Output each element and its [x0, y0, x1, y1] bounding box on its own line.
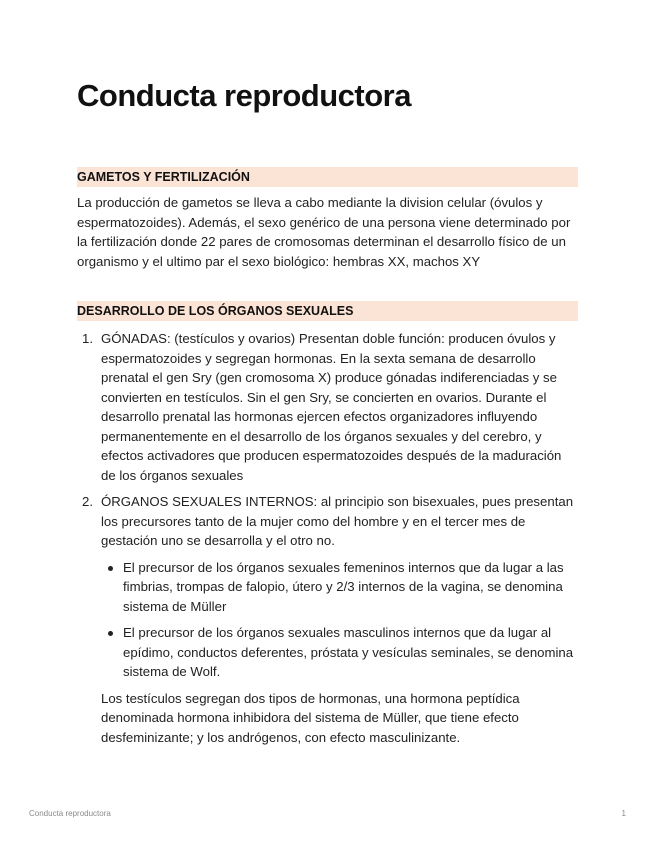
section-paragraph-gametos: La producción de gametos se lleva a cabo mediante la division celular (óvulos y espermatozoides). Además, el sexo genérico de una persona viene determinado por la fertilización donde 22 pares de cromosomas determinan el desarrollo físico de un organismo y el ultimo par el sexo biológico: hembras XX, machos XY: [77, 195, 571, 269]
list-item-text: GÓNADAS: (testículos y ovarios) Presentan doble función: producen óvulos y espermatozoides y segregan hormonas. En la sexta semana de desarrollo prenatal el gen Sry (gen cromosoma X) produce gónadas indiferenciadas y se convierten en testículos. Sin el gen Sry, se concierten en ovarios. Durante el desarrollo prenatal las hormonas ejercen efectos organizadores influyendo permanentemente en el desarrollo de los órganos sexuales y del cerebro, y efectos activadores que producen espermatozoides después de la maduración de los órganos sexuales: [101, 331, 562, 483]
bullet-item-muller: [101, 558, 578, 617]
section-heading-gametos: GAMETOS Y FERTILIZACIÓN: [77, 167, 578, 187]
bullet-list: [101, 558, 578, 682]
list-item-organos-internos: [77, 492, 578, 747]
bullet-item-wolf: [101, 623, 578, 682]
list-number: 2.: [82, 494, 93, 509]
list-item-gonadas: [77, 329, 578, 485]
page-title: Conducta reproductora: [77, 78, 411, 113]
bullet-text: El precursor de los órganos sexuales masculinos internos que da lugar al epídimo, conductos deferentes, próstata y vesículas seminales, se denomina sistema de Wolf.: [123, 625, 574, 679]
closing-paragraph: Los testículos segregan dos tipos de hormonas, una hormona peptídica denominada hormona inhibidora del sistema de Müller, que tiene efecto desfeminizante; y los andrógenos, con efecto masculinizante.: [101, 690, 520, 745]
list-number: 1.: [82, 331, 93, 346]
list-item-text: ÓRGANOS SEXUALES INTERNOS: al principio son bisexuales, pues presentan los precursores tanto de la mujer como del hombre y en el tercer mes de gestación uno se desarrolla y el otro no.: [101, 494, 574, 548]
numbered-list: [77, 329, 578, 747]
footer-document-title: Conducta reproductora: [29, 809, 111, 818]
bullet-text: El precursor de los órganos sexuales femeninos internos que da lugar a las fimbrias, trompas de falopio, útero y 2/3 internos de la vagina, se denomina sistema de Müller: [123, 559, 564, 614]
footer-page-number: 1: [621, 809, 626, 818]
bullet-icon: [108, 566, 113, 571]
section-heading-desarrollo: DESARROLLO DE LOS ÓRGANOS SEXUALES: [77, 301, 578, 321]
bullet-icon: [108, 631, 113, 636]
